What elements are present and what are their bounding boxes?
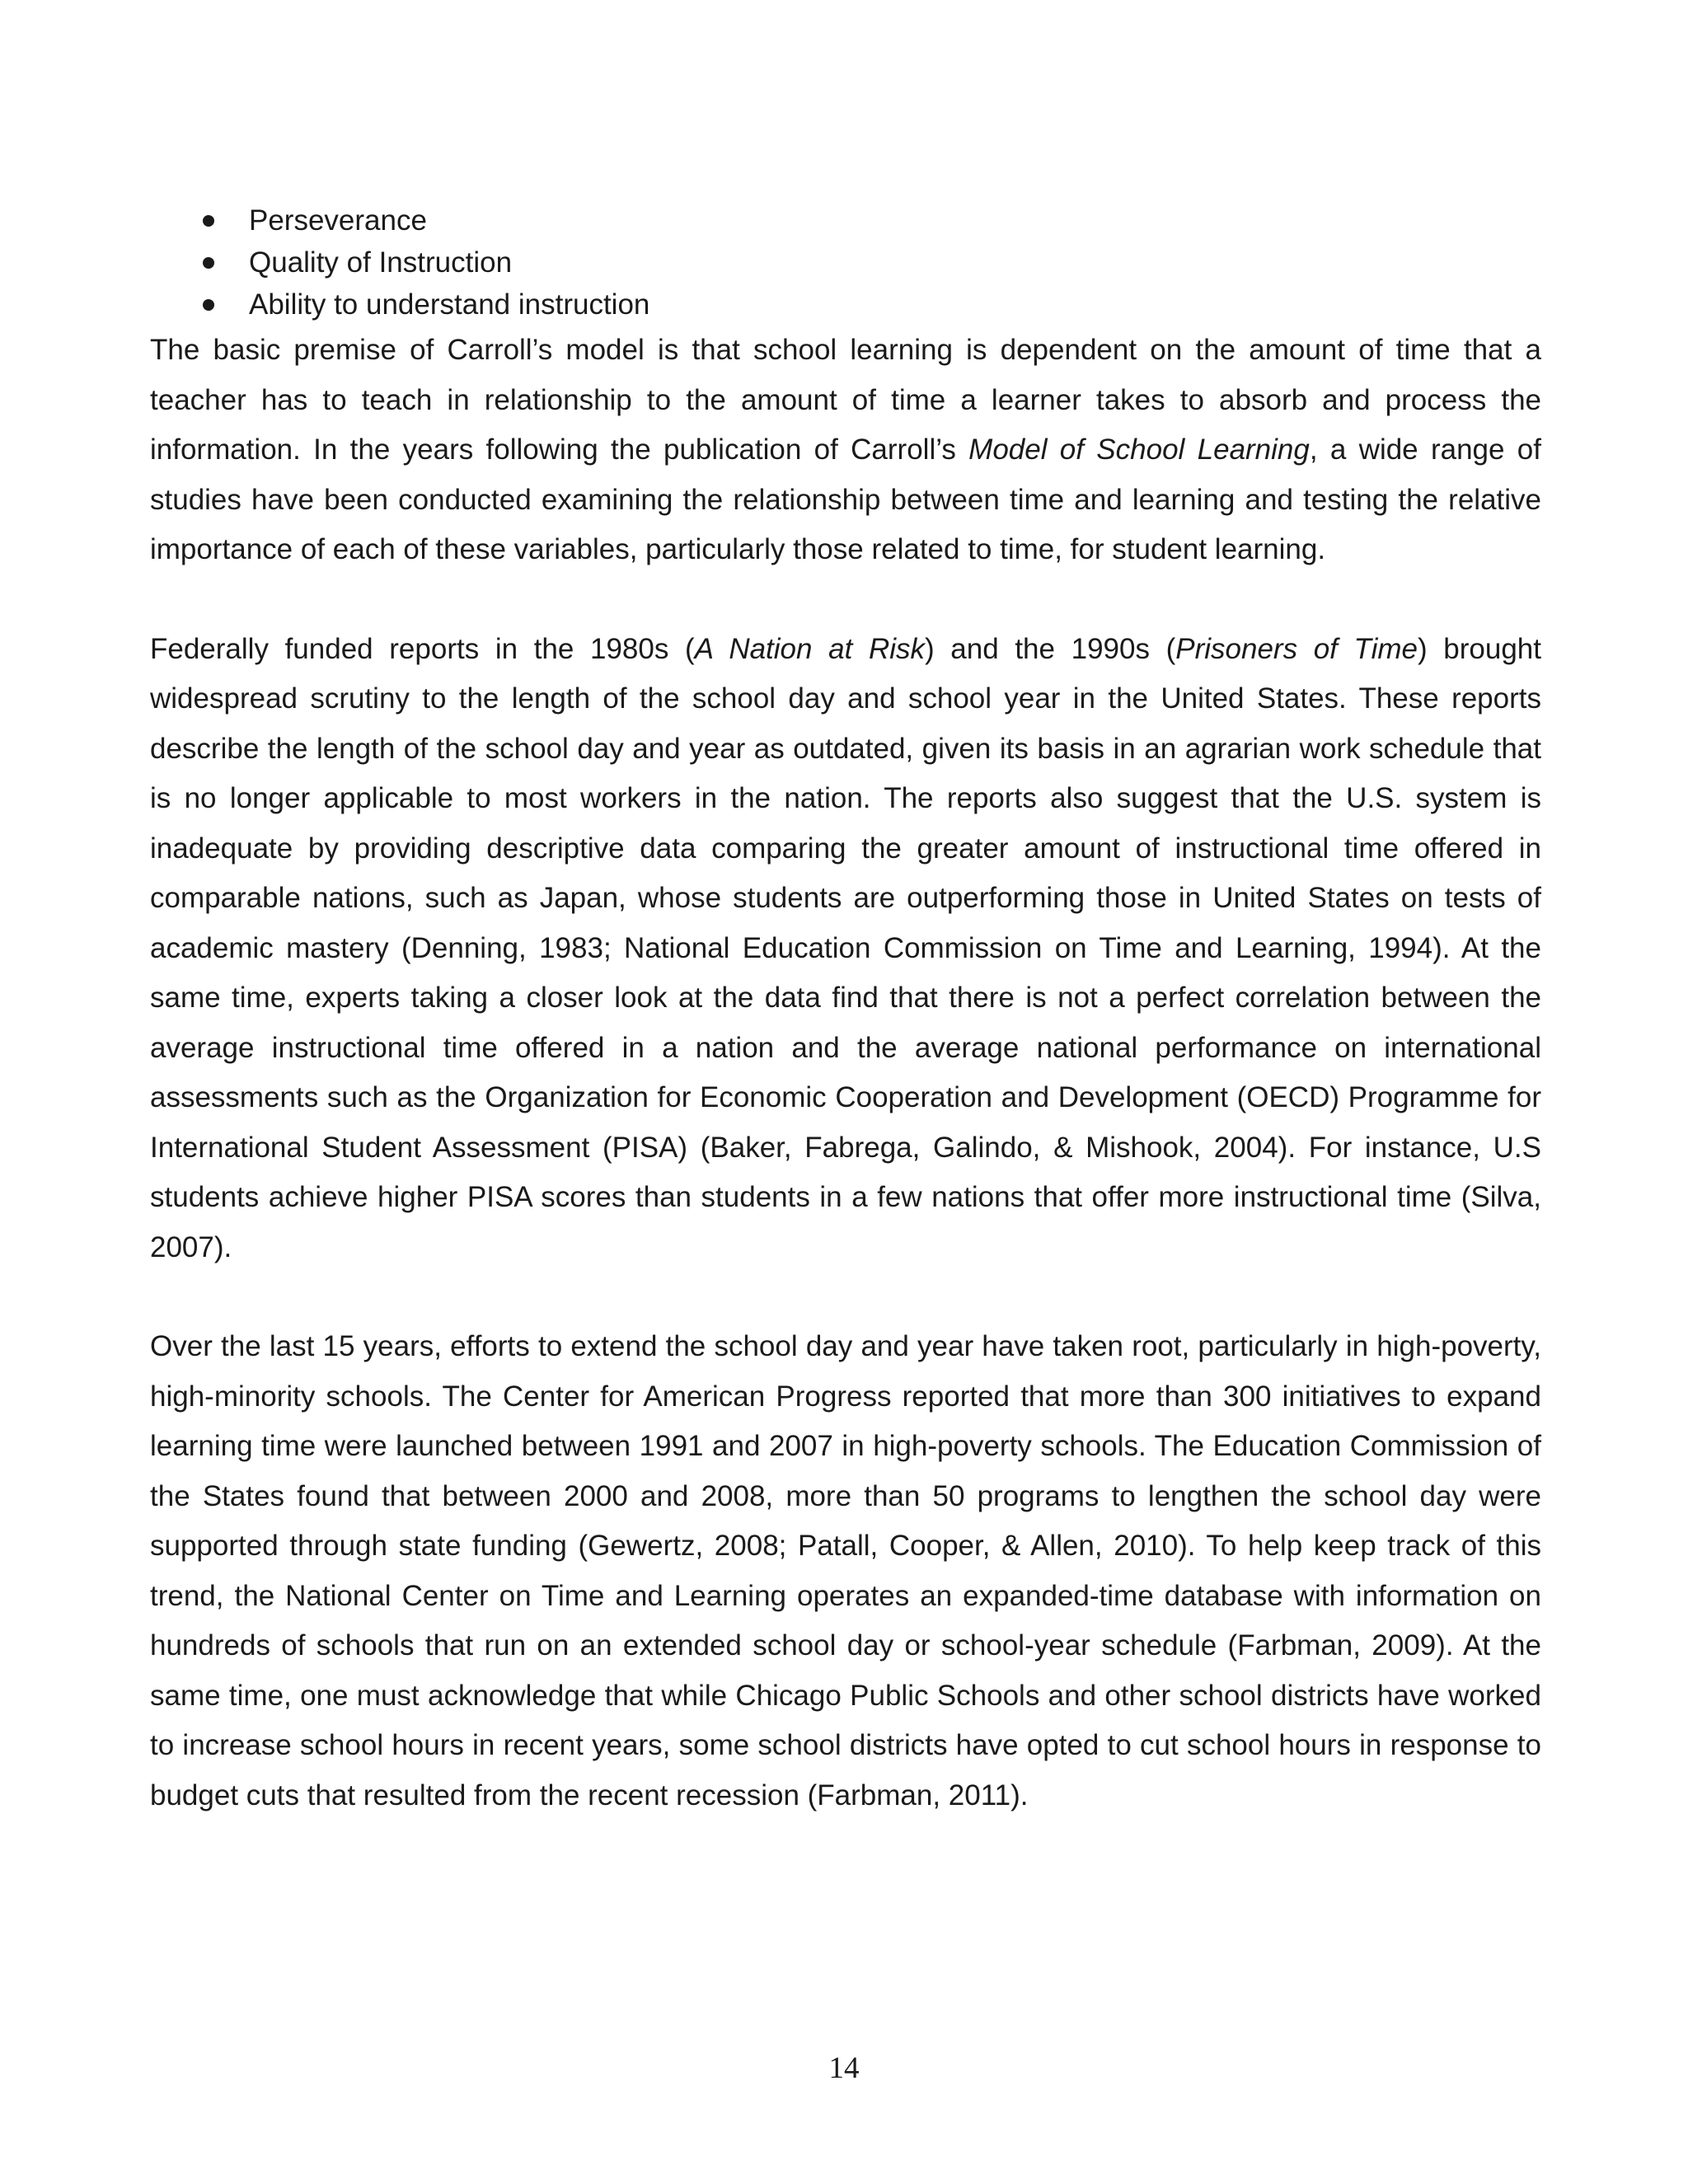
italic-title: Model of School Learning (968, 434, 1310, 466)
paragraph-text: ) and the 1990s ( (925, 632, 1176, 665)
bullet-icon (203, 215, 214, 227)
bullet-list (150, 199, 1541, 326)
bullet-icon (203, 257, 214, 269)
paragraph-text: The basic premise of Carroll’s model is that school learning is dependent on the amount of time that a teacher has to teach in relationship to the amount of time a learner takes to absorb and process the information. In the years following the publication of Carroll’s (150, 334, 1541, 466)
italic-title: A Nation at Risk (694, 632, 925, 665)
paragraph-extended-time (150, 1322, 1541, 1821)
list-item-text: Perseverance (249, 204, 427, 237)
paragraph-text: Federally funded reports in the 1980s ( (150, 632, 695, 665)
list-item (150, 284, 1541, 326)
paragraph-text: Over the last 15 years, efforts to extend the school day and year have taken root, particularly in high-poverty, high-minority schools. The Center for American Progress reported that more than 300 initiatives to expand learning time were launched between 1991 and 2007 in high-poverty schools. The Education Commission of the States found that between 2000 and 2008, more than 50 programs to lengthen the school day were supported through state funding (Gewertz, 2008; Patall, Cooper, & Allen, 2010). To help keep track of this trend, the National Center on Time and Learning operates an expanded-time database with information on hundreds of schools that run on an extended school day or school-year schedule (Farbman, 2009). At the same time, one must acknowledge that while Chicago Public Schools and other school districts have worked to increase school hours in recent years, some school districts have opted to cut school hours in response to budget cuts that resulted from the recent recession (Farbman, 2011). (150, 1330, 1541, 1811)
paragraph-carroll-model (150, 326, 1541, 575)
list-item-text: Ability to understand instruction (249, 288, 650, 321)
italic-title: Prisoners of Time (1175, 632, 1418, 665)
page-number: 14 (828, 2051, 860, 2085)
bullet-icon (203, 299, 214, 311)
list-item-text: Quality of Instruction (249, 246, 513, 279)
paragraph-federal-reports (150, 625, 1541, 1273)
document-page (150, 199, 1541, 1821)
paragraph-text: , a wide range of studies have been conducted examining the relationship between time and learning and testing the relative importance of each of these variables, particularly those related to time, for student learning. (150, 434, 1541, 565)
list-item (150, 241, 1541, 284)
paragraph-text: ) brought widespread scrutiny to the length of the school day and school year in the United States. These reports describe the length of the school day and year as outdated, given its basis in an agrarian work schedule that is no longer applicable to most workers in the nation. The reports also suggest that the U.S. system is inadequate by providing descriptive data comparing the greater amount of instructional time offered in comparable nations, such as Japan, whose students are outperforming those in United States on tests of academic mastery (Denning, 1983; National Education Commission on Time and Learning, 1994). At the same time, experts taking a closer look at the data find that there is not a perfect correlation between the average instructional time offered in a nation and the average national performance on international assessments such as the Organization for Economic Cooperation and Development (OECD) Programme for International Student Assessment (PISA) (Baker, Fabrega, Galindo, & Mishook, 2004). For instance, U.S students achieve higher PISA scores than students in a few nations that offer more instructional time (Silva, 2007). (150, 632, 1541, 1263)
list-item (150, 199, 1541, 241)
